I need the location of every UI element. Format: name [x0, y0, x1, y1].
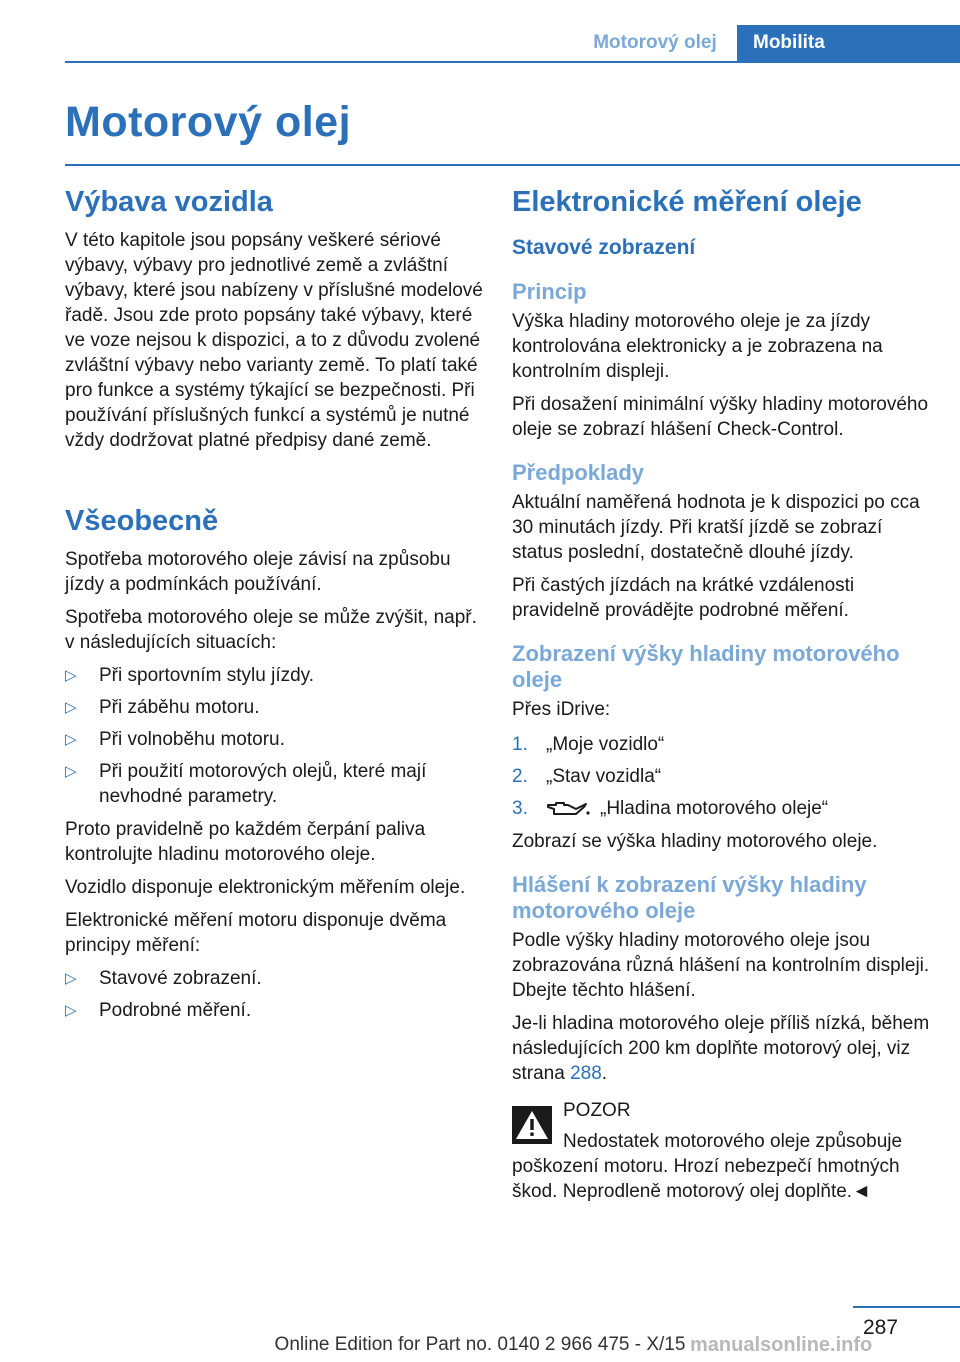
footer-divider [853, 1306, 960, 1308]
page-reference-link[interactable]: 288 [570, 1063, 602, 1084]
header-section-label: Motorový olej [593, 32, 717, 53]
principle-heading: Princip [512, 279, 587, 304]
prerequisites-heading: Předpoklady [512, 460, 645, 485]
warning-text: Nedostatek motorového oleje způsobuje poškození motoru. Hrozí nebezpečí hmotných škod. Neprodleně motorový olej doplňte.◄ [512, 1131, 903, 1202]
warning-triangle-icon [512, 1106, 552, 1144]
triangle-bullet-icon: ▷ [65, 699, 77, 716]
messages-heading: Hlášení k zobrazení výšky hladiny motorového oleje [512, 872, 867, 923]
general-paragraph: Spotřeba motorového oleje se může zvýšit, např. v následujících situacích: [65, 607, 477, 653]
page-title: Motorový olej [65, 98, 352, 146]
list-item-text: Podrobné měření. [99, 1000, 252, 1021]
left-column [65, 184, 485, 1031]
oil-can-icon [546, 799, 592, 819]
messages-text-end: . [601, 1063, 608, 1084]
list-item-text: Stavové zobrazení. [99, 968, 262, 989]
principles-list [65, 966, 485, 1023]
warning-box [512, 1098, 932, 1123]
list-item [65, 966, 485, 991]
header-chapter-tab [737, 25, 960, 61]
equipment-heading: Výbava vozidla [65, 186, 273, 218]
list-item-text: Při volnoběhu motoru. [99, 729, 285, 750]
header-section-tab [575, 25, 735, 61]
display-level-heading: Zobrazení výšky hladiny motorového oleje [512, 641, 900, 692]
title-divider [65, 164, 960, 166]
idrive-steps-list [512, 732, 932, 821]
step-text: „Moje vozidlo“ [546, 734, 665, 755]
prerequisites-paragraph: Aktuální naměřená hodnota je k dispozici po cca 30 minutách jízdy. Při kratší jízdě se zobrazí status poslední, dostatečně dlouhé jízdy. [512, 492, 920, 563]
messages-paragraph: Podle výšky hladiny motorového oleje jsou zobrazována různá hlášení na kontrolním displeji. Dbejte těchto hlášení. [512, 930, 930, 1001]
messages-paragraph [512, 1011, 932, 1086]
list-item-text: Při záběhu motoru. [99, 697, 260, 718]
triangle-bullet-icon: ▷ [65, 763, 77, 780]
step-number: 2. [512, 766, 528, 787]
warning-title: POZOR [563, 1100, 631, 1121]
list-item [65, 759, 485, 809]
prerequisites-paragraph: Při častých jízdách na krátké vzdálenosti pravidelně provádějte podrobné měření. [512, 575, 855, 621]
page-number: 287 [863, 1316, 899, 1339]
display-outro: Zobrazí se výška hladiny motorového oleje. [512, 831, 878, 852]
electronic-measurement-heading: Elektronické měření oleje [512, 186, 862, 218]
edition-note: Online Edition for Part no. 0140 2 966 475 - X/15 [274, 1334, 686, 1355]
watermark: manualsonline.info [690, 1334, 873, 1356]
general-paragraph: Proto pravidelně po každém čerpání paliva kontrolujte hladinu motorového oleje. [65, 819, 426, 865]
triangle-bullet-icon: ▷ [65, 1002, 77, 1019]
list-item [65, 727, 485, 752]
list-item [65, 663, 485, 688]
display-intro: Přes iDrive: [512, 699, 611, 720]
header-divider [65, 61, 960, 63]
list-item-text: Při sportovním stylu jízdy. [99, 665, 315, 686]
step-text: „Hladina motorového oleje“ [600, 798, 829, 819]
list-item [65, 695, 485, 720]
triangle-bullet-icon: ▷ [65, 667, 77, 684]
general-paragraph: Vozidlo disponuje elektronickým měřením oleje. [65, 877, 466, 898]
list-item [512, 796, 932, 821]
right-column [512, 184, 932, 1212]
principle-paragraph: Výška hladiny motorového oleje je za jízdy kontrolována elektronicky a je zobrazena na kontrolním displeji. [512, 311, 883, 382]
list-item [65, 998, 485, 1023]
list-item-text: Při použití motorových olejů, které mají nevhodné parametry. [99, 761, 427, 807]
step-number: 1. [512, 734, 528, 755]
triangle-bullet-icon: ▷ [65, 970, 77, 987]
status-display-heading: Stavové zobrazení [512, 236, 696, 259]
list-item [512, 764, 932, 789]
list-item [512, 732, 932, 757]
step-text: „Stav vozidla“ [546, 766, 662, 787]
general-paragraph: Elektronické měření motoru disponuje dvěma principy měření: [65, 910, 447, 956]
situations-list [65, 663, 485, 809]
equipment-text: V této kapitole jsou popsány veškeré sériové výbavy, výbavy pro jednotlivé země a zvláštní výbavy, které jsou nabízeny v příslušné modelové řadě. Jsou zde proto popsány také výbavy, které ve voze nejsou k dispozici, a to z důvodu zvolené zvláštní výbavy nebo varianty země. To platí také pro funkce a systémy týkající se bezpečnosti. Při používání příslušných funkcí a systémů je nutné vždy dodržovat platné předpisy dané země. [65, 230, 483, 451]
triangle-bullet-icon: ▷ [65, 731, 77, 748]
principle-paragraph: Při dosažení minimální výšky hladiny motorového oleje se zobrazí hlášení Check-Control. [512, 394, 929, 440]
header-chapter-label: Mobilita [753, 32, 825, 53]
general-paragraph: Spotřeba motorového oleje závisí na způsobu jízdy a podmínkách používání. [65, 549, 451, 595]
messages-text: Je-li hladina motorového oleje příliš nízká, během následujících 200 km doplňte motorový olej, viz strana [512, 1013, 930, 1084]
general-heading: Všeobecně [65, 505, 219, 537]
step-number: 3. [512, 798, 528, 819]
